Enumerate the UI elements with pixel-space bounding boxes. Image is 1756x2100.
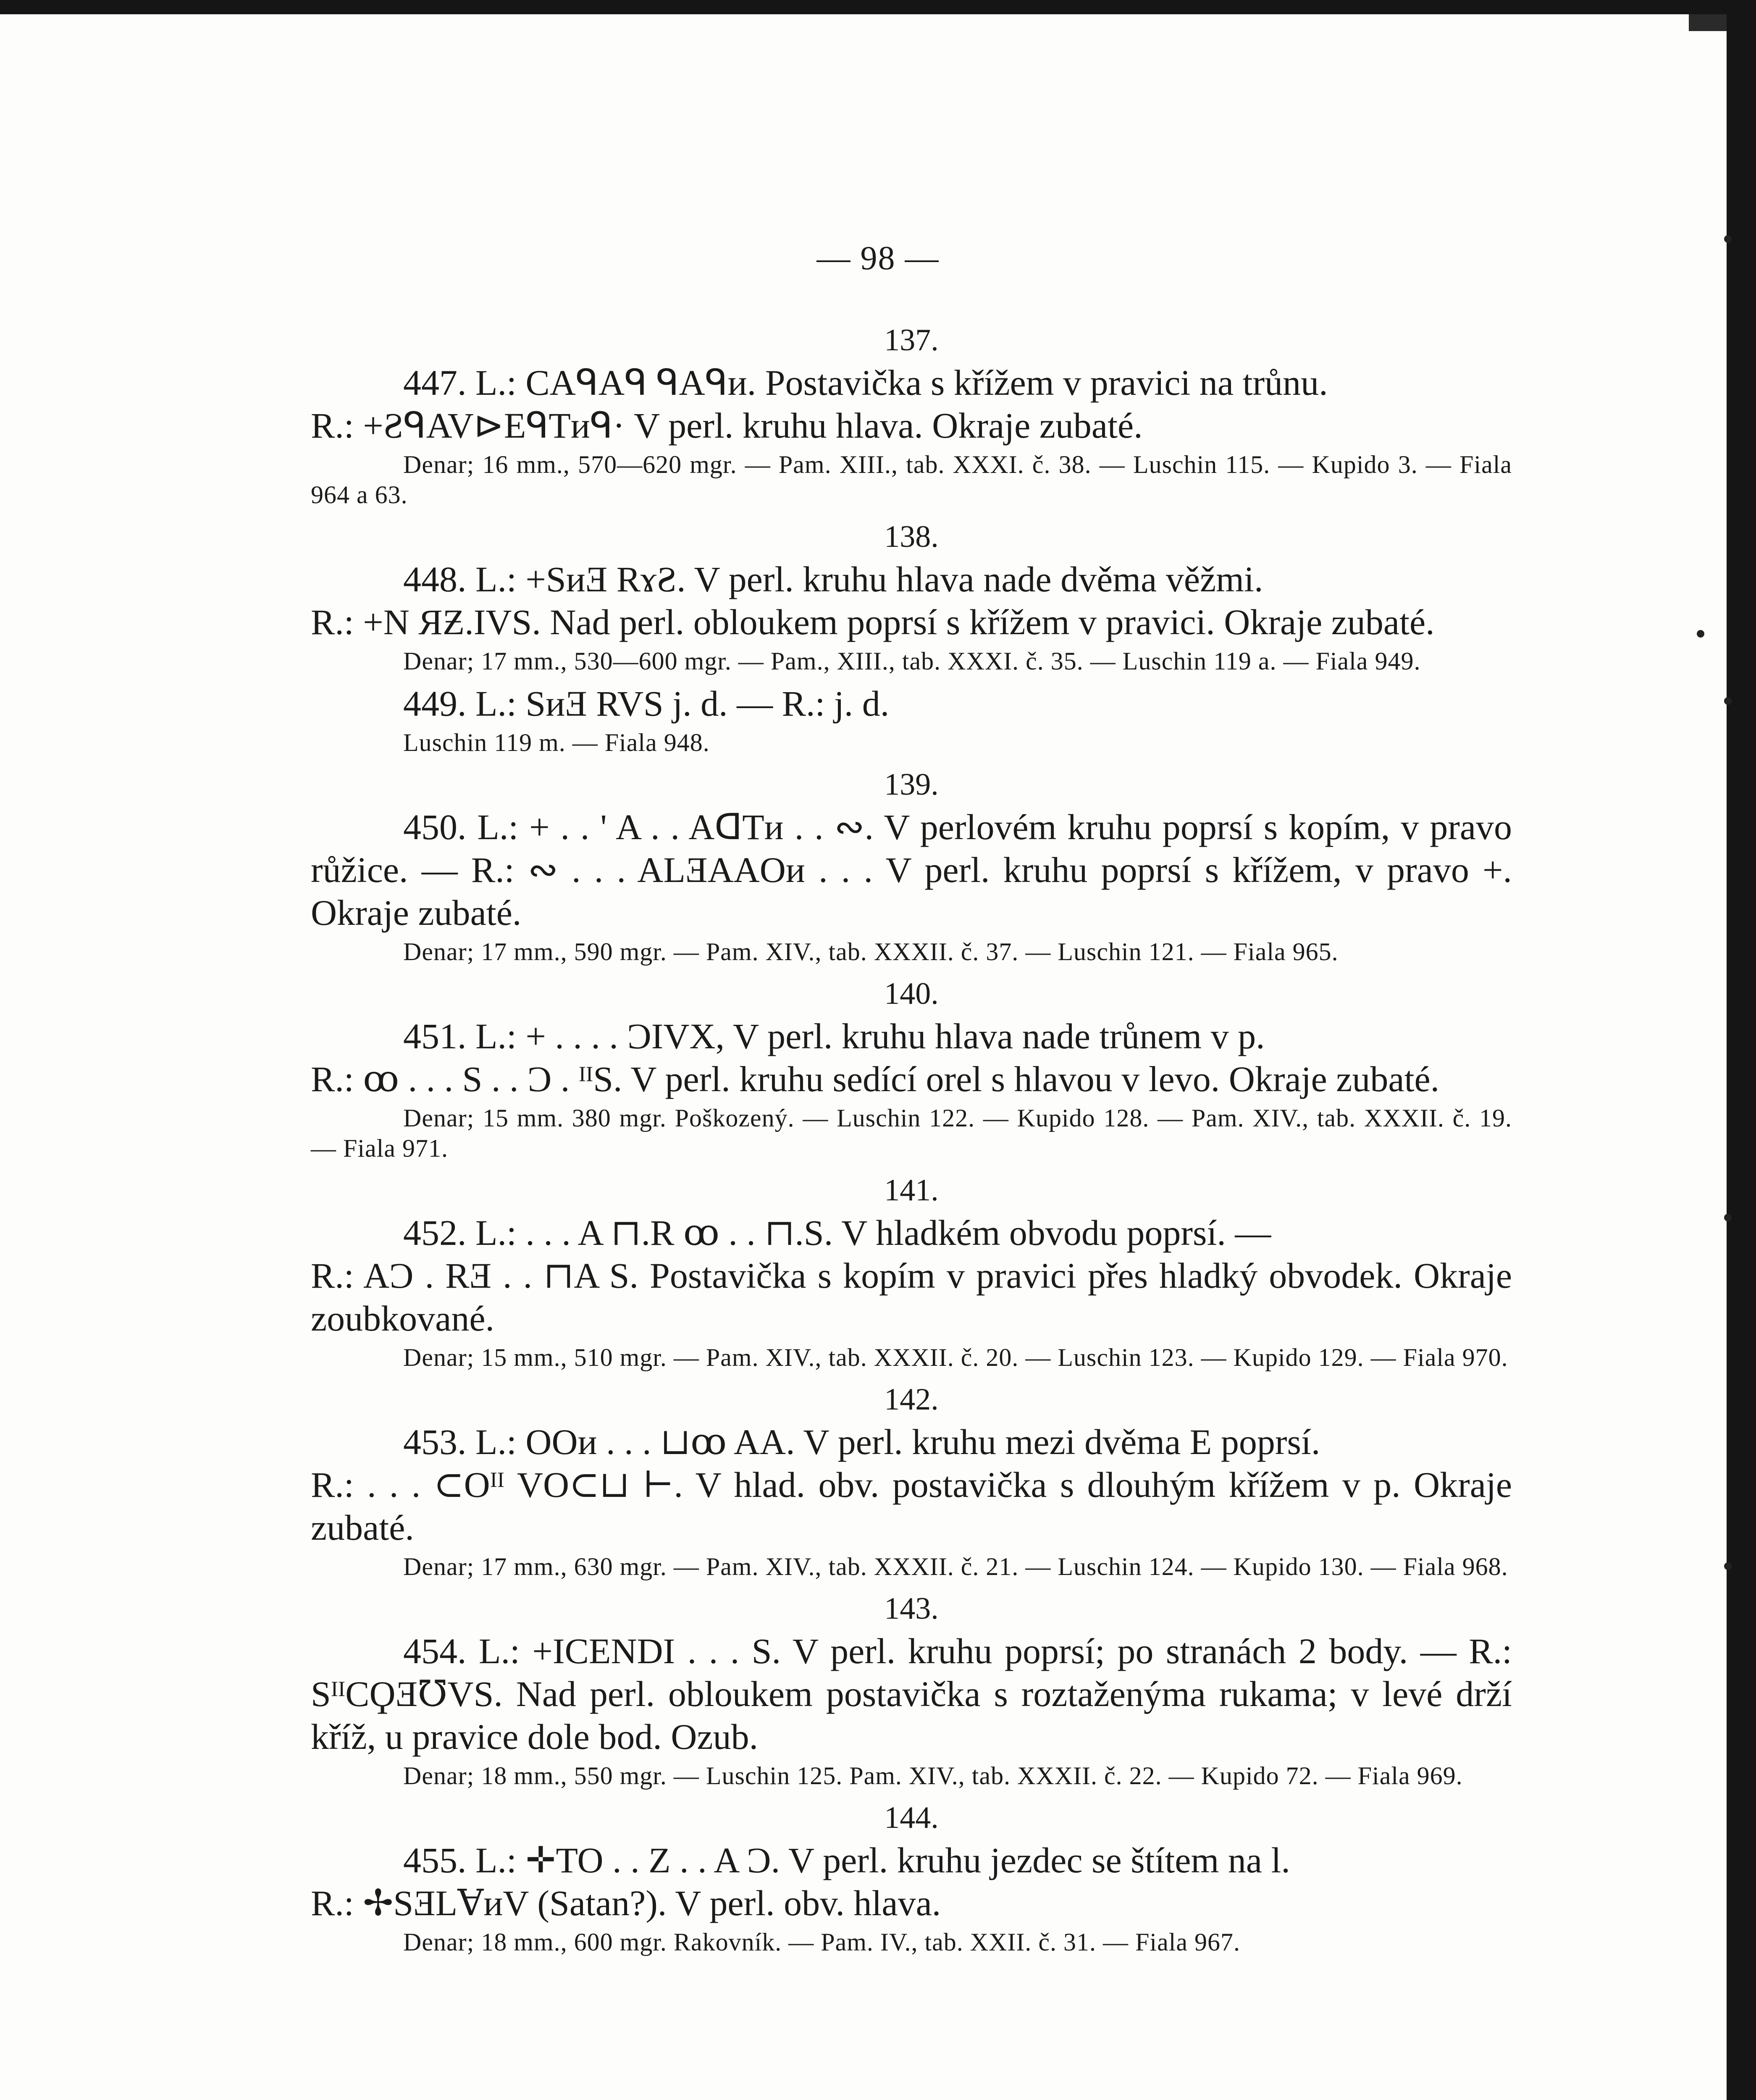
entry-line: 454. L.: +ICENDI . . . S. V perl. kruhu poprsí; po stranách 2 body. — R.: SᴵᴵCϘƎ℧VS. Nad perl. obloukem postavička s roztaženýma rukama; v levé drží kříž, u pravice dole bod. Ozub. <box>311 1631 1512 1757</box>
entry-reference: Denar; 17 mm., 630 mgr. — Pam. XIV., tab. XXXII. č. 21. — Luschin 124. — Kupido 130. — Fiala 968. <box>403 1553 1508 1580</box>
catalogue-section <box>311 973 1512 1163</box>
catalogue-section <box>311 516 1512 676</box>
entry-line: 451. L.: + . . . . ƆIVX, V perl. kruhu hlava nade trůnem v p. <box>403 1016 1265 1056</box>
scan-border-right <box>1727 0 1756 2100</box>
entry-lines <box>311 1211 1512 1340</box>
entry-line: 453. L.: OOᴎ . . . ⊔ꝏ AA. V perl. kruhu mezi dvěma E poprsí. <box>403 1422 1320 1462</box>
entry-line: 448. L.: +SᴎƎ RɤƧ. V perl. kruhu hlava nade dvěma věžmi. <box>403 559 1263 599</box>
scan-speck <box>1724 697 1732 705</box>
group-number: 140. <box>884 976 939 1011</box>
entry-reference: Denar; 18 mm., 550 mgr. — Luschin 125. Pam. XIV., tab. XXXII. č. 22. — Kupido 72. — Fiala 969. <box>403 1762 1463 1790</box>
entry-line: R.: +N ЯƵ.IVS. Nad perl. obloukem poprsí s křížem v pravici. Okraje zubaté. <box>311 602 1435 642</box>
entry-lines <box>311 1420 1512 1549</box>
catalogue-section <box>311 1797 1512 1957</box>
entry-lines <box>311 558 1512 643</box>
entry-lines <box>311 361 1512 447</box>
entry-reference: Denar; 18 mm., 600 mgr. Rakovník. — Pam. IV., tab. XXII. č. 31. — Fiala 967. <box>403 1928 1241 1956</box>
entry-reference: Denar; 17 mm., 590 mgr. — Pam. XIV., tab. XXXII. č. 37. — Luschin 121. — Fiala 965. <box>403 938 1339 966</box>
scan-speck <box>1724 1214 1732 1221</box>
scan-border-top <box>0 0 1756 14</box>
catalogue-section <box>311 1169 1512 1373</box>
group-number: 139. <box>884 767 939 802</box>
scan-border-corner <box>1689 14 1727 31</box>
entry-reference: Denar; 16 mm., 570—620 mgr. — Pam. XIII., tab. XXXI. č. 38. — Luschin 115. — Kupido 3. — Fiala 964 a 63. <box>311 451 1512 509</box>
entry-line: 449. L.: SᴎƎ RVS j. d. — R.: j. d. <box>403 683 890 724</box>
group-number: 137. <box>884 323 939 357</box>
entry-lines <box>311 1839 1512 1924</box>
group-number: 138. <box>884 520 939 554</box>
entry-line: R.: +ƧᑫAV⊳EᑫTᴎᑫ· V perl. kruhu hlava. Okraje zubaté. <box>311 405 1143 446</box>
entry-reference: Denar; 17 mm., 530—600 mgr. — Pam., XIII., tab. XXXI. č. 35. — Luschin 119 a. — Fiala 949. <box>403 647 1421 675</box>
entry-line: R.: . . . ⊂Oᴵᴵ VO⊂⊔ ⊢. V hlad. obv. postavička s dlouhým křížem v p. Okraje zubaté. <box>311 1465 1512 1548</box>
catalogue-section <box>311 764 1512 967</box>
catalogue-body <box>311 319 1512 1963</box>
entry-lines <box>311 806 1512 934</box>
entry-lines <box>311 1015 1512 1100</box>
entry-lines <box>311 1630 1512 1758</box>
entry-lines <box>311 682 1512 725</box>
entry-reference: Denar; 15 mm., 510 mgr. — Pam. XIV., tab. XXXII. č. 20. — Luschin 123. — Kupido 129. — Fiala 970. <box>403 1344 1508 1371</box>
entry-line: 455. L.: ✛TO . . Z . . A Ɔ. V perl. kruhu jezdec se štítem na l. <box>403 1840 1290 1880</box>
entry-reference: Luschin 119 m. — Fiala 948. <box>403 729 710 756</box>
entry-line: 450. L.: + . . ' A . . AᗡTᴎ . . ∾. V perlovém kruhu poprsí s kopím, v pravo růžice. — R.: ∾ . . . ALƎAAOᴎ . . . V perl. kruhu poprsí s křížem, v pravo +. Okraje zubaté. <box>311 807 1512 933</box>
catalogue-section <box>311 1588 1512 1791</box>
group-number: 141. <box>884 1173 939 1208</box>
group-number: 142. <box>884 1382 939 1417</box>
entry-line: R.: ✢SƎLⱯᴎV (Satan?). V perl. obv. hlava. <box>311 1883 941 1923</box>
catalogue-section <box>311 319 1512 510</box>
entry-reference: Denar; 15 mm. 380 mgr. Poškozený. — Luschin 122. — Kupido 128. — Pam. XIV., tab. XXXII. č. 19. — Fiala 971. <box>311 1104 1512 1162</box>
entry-line: 447. L.: CAᑫAᑫ ᑫAᑫᴎ. Postavička s křížem v pravici na trůnu. <box>403 362 1328 403</box>
entry-line: R.: ꝏ . . . S . . Ɔ . ᴵᴵS. V perl. kruhu sedící orel s hlavou v levo. Okraje zubaté. <box>311 1059 1440 1099</box>
entry-line: R.: AƆ . RƎ . . ⊓A S. Postavička s kopím v pravici přes hladký obvodek. Okraje zoubkované. <box>311 1255 1512 1339</box>
group-number: 144. <box>884 1801 939 1835</box>
scan-speck <box>1724 1562 1732 1570</box>
catalogue-section <box>311 682 1512 758</box>
catalogue-section <box>311 1378 1512 1582</box>
group-number: 143. <box>884 1591 939 1626</box>
entry-line: 452. L.: . . . A ⊓.R ꝏ . . ⊓.S. V hladkém obvodu poprsí. — <box>403 1213 1271 1253</box>
page-number: — 98 — <box>816 240 940 277</box>
scan-speck <box>1697 630 1704 638</box>
